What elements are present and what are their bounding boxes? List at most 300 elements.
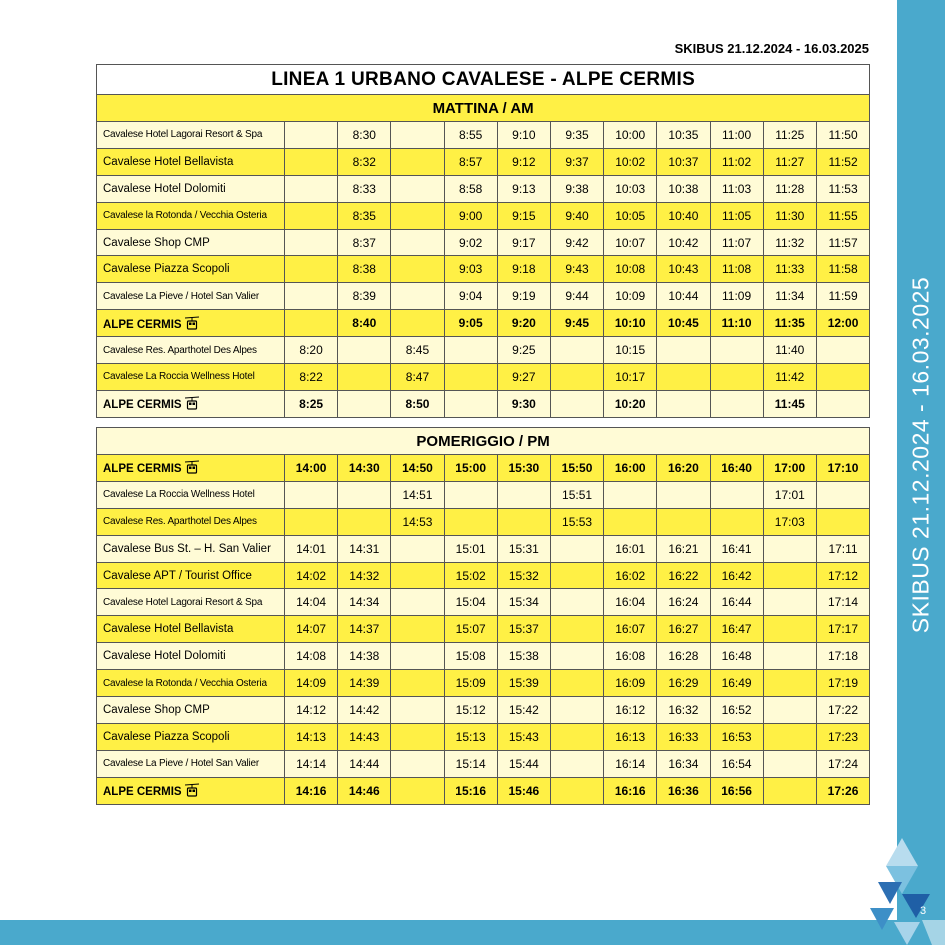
stop-name: Cavalese La Roccia Wellness Hotel	[103, 489, 255, 501]
stop-name-cell	[97, 229, 285, 256]
departure-time-cell	[444, 390, 497, 417]
departure-time-cell: 15:02	[444, 562, 497, 589]
departure-time-cell: 16:41	[710, 535, 763, 562]
table-row	[97, 256, 870, 283]
departure-time-cell: 17:17	[816, 616, 869, 643]
stop-name: Cavalese APT / Tourist Office	[103, 569, 252, 582]
departure-time-cell: 16:56	[710, 777, 763, 804]
table-row	[97, 670, 870, 697]
departure-time-cell	[285, 202, 338, 229]
stop-name-cell	[97, 175, 285, 202]
departure-time-cell: 9:18	[497, 256, 550, 283]
departure-time-cell	[391, 256, 444, 283]
departure-time-cell: 15:08	[444, 643, 497, 670]
departure-time-cell: 11:55	[816, 202, 869, 229]
afternoon-section-label: POMERIGGIO / PM	[97, 428, 870, 455]
stop-name: Cavalese Hotel Lagorai Resort & Spa	[103, 129, 263, 141]
departure-time-cell: 15:00	[444, 455, 497, 482]
departure-time-cell: 14:50	[391, 455, 444, 482]
departure-time-cell: 17:00	[763, 455, 816, 482]
departure-time-cell	[550, 723, 603, 750]
departure-time-cell: 11:09	[710, 283, 763, 310]
departure-time-cell: 12:00	[816, 310, 869, 337]
departure-time-cell	[816, 337, 869, 364]
stop-name: Cavalese Hotel Bellavista	[103, 623, 234, 636]
stop-name: Cavalese La Roccia Wellness Hotel	[103, 371, 255, 383]
departure-time-cell: 8:32	[338, 148, 391, 175]
departure-time-cell	[657, 481, 710, 508]
departure-time-cell: 8:38	[338, 256, 391, 283]
departure-time-cell: 16:16	[604, 777, 657, 804]
departure-time-cell	[391, 670, 444, 697]
cable-car-icon	[185, 783, 199, 797]
stop-name: Cavalese La Pieve / Hotel San Valier	[103, 758, 260, 770]
departure-time-cell: 8:30	[338, 122, 391, 149]
departure-time-cell: 16:53	[710, 723, 763, 750]
departure-time-cell: 9:27	[497, 364, 550, 391]
departure-time-cell: 14:07	[285, 616, 338, 643]
departure-time-cell: 17:14	[816, 589, 869, 616]
departure-time-cell	[763, 750, 816, 777]
departure-time-cell: 16:48	[710, 643, 763, 670]
afternoon-timetable	[96, 427, 870, 805]
departure-time-cell: 15:51	[550, 481, 603, 508]
departure-time-cell: 9:00	[444, 202, 497, 229]
departure-time-cell: 14:39	[338, 670, 391, 697]
departure-time-cell	[497, 508, 550, 535]
departure-time-cell	[550, 643, 603, 670]
departure-time-cell: 15:01	[444, 535, 497, 562]
departure-time-cell: 11:58	[816, 256, 869, 283]
morning-timetable	[96, 64, 870, 418]
departure-time-cell: 15:16	[444, 777, 497, 804]
departure-time-cell: 17:26	[816, 777, 869, 804]
departure-time-cell: 10:35	[657, 122, 710, 149]
departure-time-cell: 8:45	[391, 337, 444, 364]
departure-time-cell: 14:02	[285, 562, 338, 589]
stop-name: Cavalese Hotel Bellavista	[103, 155, 234, 168]
departure-time-cell: 15:53	[550, 508, 603, 535]
stop-name-cell	[97, 670, 285, 697]
departure-time-cell	[550, 337, 603, 364]
table-row	[97, 455, 870, 482]
departure-time-cell: 11:10	[710, 310, 763, 337]
departure-time-cell: 16:08	[604, 643, 657, 670]
departure-time-cell: 10:08	[604, 256, 657, 283]
stop-name-cell	[97, 508, 285, 535]
departure-time-cell	[338, 364, 391, 391]
departure-time-cell	[391, 283, 444, 310]
departure-time-cell	[816, 364, 869, 391]
departure-time-cell	[444, 481, 497, 508]
stop-name-cell	[97, 643, 285, 670]
cable-car-icon	[185, 396, 199, 410]
table-row	[97, 481, 870, 508]
departure-time-cell: 8:40	[338, 310, 391, 337]
departure-time-cell: 16:34	[657, 750, 710, 777]
departure-time-cell	[710, 508, 763, 535]
departure-time-cell: 16:47	[710, 616, 763, 643]
departure-time-cell: 14:32	[338, 562, 391, 589]
departure-time-cell: 10:02	[604, 148, 657, 175]
table-row	[97, 390, 870, 417]
departure-time-cell	[710, 481, 763, 508]
departure-time-cell	[285, 256, 338, 283]
departure-time-cell: 9:35	[550, 122, 603, 149]
departure-time-cell: 17:03	[763, 508, 816, 535]
departure-time-cell	[444, 508, 497, 535]
departure-time-cell: 10:20	[604, 390, 657, 417]
departure-time-cell	[710, 390, 763, 417]
departure-time-cell: 9:44	[550, 283, 603, 310]
departure-time-cell	[391, 777, 444, 804]
stop-name-cell	[97, 202, 285, 229]
table-row	[97, 202, 870, 229]
departure-time-cell: 15:13	[444, 723, 497, 750]
departure-time-cell: 10:00	[604, 122, 657, 149]
departure-time-cell	[550, 670, 603, 697]
departure-time-cell: 9:02	[444, 229, 497, 256]
departure-time-cell: 10:37	[657, 148, 710, 175]
table-row	[97, 310, 870, 337]
departure-time-cell	[710, 364, 763, 391]
stop-name: ALPE CERMIS	[103, 463, 182, 476]
departure-time-cell	[657, 364, 710, 391]
stop-name-cell	[97, 148, 285, 175]
departure-time-cell: 8:22	[285, 364, 338, 391]
departure-time-cell: 10:42	[657, 229, 710, 256]
departure-time-cell: 11:32	[763, 229, 816, 256]
departure-time-cell: 14:44	[338, 750, 391, 777]
departure-time-cell	[285, 175, 338, 202]
departure-time-cell: 15:38	[497, 643, 550, 670]
departure-time-cell: 10:15	[604, 337, 657, 364]
departure-time-cell: 10:05	[604, 202, 657, 229]
departure-time-cell: 14:16	[285, 777, 338, 804]
departure-time-cell	[816, 508, 869, 535]
departure-time-cell: 9:38	[550, 175, 603, 202]
stop-name: ALPE CERMIS	[103, 786, 182, 799]
departure-time-cell: 15:07	[444, 616, 497, 643]
departure-time-cell	[763, 670, 816, 697]
departure-time-cell: 9:15	[497, 202, 550, 229]
table-row	[97, 643, 870, 670]
departure-time-cell: 9:13	[497, 175, 550, 202]
stop-name-cell	[97, 616, 285, 643]
table-row	[97, 562, 870, 589]
departure-time-cell	[763, 697, 816, 724]
departure-time-cell: 16:33	[657, 723, 710, 750]
departure-time-cell: 17:01	[763, 481, 816, 508]
departure-time-cell: 11:03	[710, 175, 763, 202]
line-title: LINEA 1 URBANO CAVALESE - ALPE CERMIS	[97, 65, 870, 95]
departure-time-cell: 16:32	[657, 697, 710, 724]
departure-time-cell: 14:08	[285, 643, 338, 670]
departure-time-cell: 10:40	[657, 202, 710, 229]
departure-time-cell	[657, 390, 710, 417]
table-row	[97, 589, 870, 616]
stop-name: Cavalese la Rotonda / Vecchia Osteria	[103, 210, 267, 222]
stop-name: Cavalese Bus St. – H. San Valier	[103, 542, 271, 555]
departure-time-cell: 11:25	[763, 122, 816, 149]
departure-time-cell	[391, 229, 444, 256]
table-row	[97, 122, 870, 149]
departure-time-cell: 16:52	[710, 697, 763, 724]
stop-name: Cavalese la Rotonda / Vecchia Osteria	[103, 677, 267, 689]
departure-time-cell: 14:12	[285, 697, 338, 724]
departure-time-cell: 17:12	[816, 562, 869, 589]
stop-name-cell	[97, 310, 285, 337]
departure-time-cell: 15:37	[497, 616, 550, 643]
season-header: SKIBUS 21.12.2024 - 16.03.2025	[674, 41, 869, 56]
bottom-band	[0, 920, 945, 945]
departure-time-cell	[763, 589, 816, 616]
departure-time-cell: 9:19	[497, 283, 550, 310]
departure-time-cell	[550, 750, 603, 777]
stop-name: Cavalese Piazza Scopoli	[103, 263, 230, 276]
departure-time-cell: 11:42	[763, 364, 816, 391]
departure-time-cell: 16:00	[604, 455, 657, 482]
departure-time-cell	[338, 337, 391, 364]
table-row	[97, 723, 870, 750]
departure-time-cell: 9:45	[550, 310, 603, 337]
departure-time-cell: 11:08	[710, 256, 763, 283]
departure-time-cell: 11:33	[763, 256, 816, 283]
morning-section-label: MATTINA / AM	[97, 95, 870, 122]
departure-time-cell	[391, 202, 444, 229]
departure-time-cell	[391, 122, 444, 149]
departure-time-cell: 15:43	[497, 723, 550, 750]
departure-time-cell: 16:44	[710, 589, 763, 616]
departure-time-cell: 14:04	[285, 589, 338, 616]
departure-time-cell: 14:53	[391, 508, 444, 535]
table-row	[97, 364, 870, 391]
stop-name-cell	[97, 337, 285, 364]
departure-time-cell	[285, 508, 338, 535]
departure-time-cell: 16:02	[604, 562, 657, 589]
departure-time-cell: 10:38	[657, 175, 710, 202]
departure-time-cell: 15:14	[444, 750, 497, 777]
departure-time-cell: 16:14	[604, 750, 657, 777]
departure-time-cell: 15:46	[497, 777, 550, 804]
stop-name: Cavalese Piazza Scopoli	[103, 730, 230, 743]
departure-time-cell	[550, 535, 603, 562]
departure-time-cell: 16:42	[710, 562, 763, 589]
cable-car-icon	[185, 460, 199, 474]
table-row	[97, 508, 870, 535]
departure-time-cell: 10:09	[604, 283, 657, 310]
departure-time-cell: 15:30	[497, 455, 550, 482]
departure-time-cell: 11:27	[763, 148, 816, 175]
departure-time-cell: 15:39	[497, 670, 550, 697]
departure-time-cell: 15:31	[497, 535, 550, 562]
departure-time-cell: 8:20	[285, 337, 338, 364]
departure-time-cell: 9:43	[550, 256, 603, 283]
departure-time-cell: 16:12	[604, 697, 657, 724]
departure-time-cell: 10:07	[604, 229, 657, 256]
stop-name: Cavalese Hotel Lagorai Resort & Spa	[103, 596, 263, 608]
stop-name-cell	[97, 283, 285, 310]
departure-time-cell: 8:35	[338, 202, 391, 229]
departure-time-cell	[338, 390, 391, 417]
departure-time-cell	[338, 508, 391, 535]
departure-time-cell	[338, 481, 391, 508]
departure-time-cell	[763, 562, 816, 589]
departure-time-cell: 16:27	[657, 616, 710, 643]
table-row	[97, 337, 870, 364]
departure-time-cell: 15:34	[497, 589, 550, 616]
departure-time-cell: 15:50	[550, 455, 603, 482]
departure-time-cell: 9:42	[550, 229, 603, 256]
stop-name: Cavalese Hotel Dolomiti	[103, 182, 226, 195]
departure-time-cell	[285, 481, 338, 508]
departure-time-cell	[391, 148, 444, 175]
stop-name-cell	[97, 777, 285, 804]
departure-time-cell	[444, 337, 497, 364]
departure-time-cell: 8:33	[338, 175, 391, 202]
departure-time-cell: 15:04	[444, 589, 497, 616]
table-row	[97, 777, 870, 804]
departure-time-cell: 16:01	[604, 535, 657, 562]
departure-time-cell: 16:07	[604, 616, 657, 643]
table-row	[97, 148, 870, 175]
stop-name-cell	[97, 390, 285, 417]
sidebar-season-text: SKIBUS 21.12.2024 - 16.03.2025	[907, 276, 934, 634]
departure-time-cell: 17:23	[816, 723, 869, 750]
departure-time-cell	[391, 589, 444, 616]
departure-time-cell	[657, 508, 710, 535]
departure-time-cell	[550, 616, 603, 643]
departure-time-cell: 9:04	[444, 283, 497, 310]
stop-name: ALPE CERMIS	[103, 399, 182, 412]
departure-time-cell: 16:29	[657, 670, 710, 697]
departure-time-cell: 15:32	[497, 562, 550, 589]
departure-time-cell: 9:17	[497, 229, 550, 256]
departure-time-cell	[497, 481, 550, 508]
departure-time-cell: 9:25	[497, 337, 550, 364]
departure-time-cell	[604, 508, 657, 535]
departure-time-cell	[763, 777, 816, 804]
table-row	[97, 175, 870, 202]
departure-time-cell: 11:57	[816, 229, 869, 256]
departure-time-cell: 17:18	[816, 643, 869, 670]
stop-name-cell	[97, 364, 285, 391]
stop-name-cell	[97, 589, 285, 616]
table-row	[97, 616, 870, 643]
departure-time-cell: 9:10	[497, 122, 550, 149]
departure-time-cell: 8:58	[444, 175, 497, 202]
departure-time-cell	[285, 148, 338, 175]
departure-time-cell: 9:40	[550, 202, 603, 229]
departure-time-cell	[391, 175, 444, 202]
departure-time-cell: 11:50	[816, 122, 869, 149]
departure-time-cell: 16:13	[604, 723, 657, 750]
stop-name-cell	[97, 562, 285, 589]
departure-time-cell: 10:17	[604, 364, 657, 391]
departure-time-cell: 17:22	[816, 697, 869, 724]
departure-time-cell: 16:24	[657, 589, 710, 616]
departure-time-cell	[391, 616, 444, 643]
departure-time-cell: 15:42	[497, 697, 550, 724]
departure-time-cell: 9:05	[444, 310, 497, 337]
departure-time-cell	[657, 337, 710, 364]
departure-time-cell: 11:02	[710, 148, 763, 175]
departure-time-cell: 16:04	[604, 589, 657, 616]
departure-time-cell	[391, 697, 444, 724]
departure-time-cell: 11:28	[763, 175, 816, 202]
departure-time-cell	[444, 364, 497, 391]
departure-time-cell	[285, 122, 338, 149]
departure-time-cell: 9:03	[444, 256, 497, 283]
departure-time-cell: 14:43	[338, 723, 391, 750]
stop-name-cell	[97, 535, 285, 562]
departure-time-cell: 10:03	[604, 175, 657, 202]
stop-name: Cavalese Res. Aparthotel Des Alpes	[103, 344, 257, 356]
departure-time-cell: 11:07	[710, 229, 763, 256]
departure-time-cell: 9:37	[550, 148, 603, 175]
departure-time-cell: 8:50	[391, 390, 444, 417]
departure-time-cell: 11:30	[763, 202, 816, 229]
table-row	[97, 535, 870, 562]
departure-time-cell: 17:11	[816, 535, 869, 562]
departure-time-cell: 8:57	[444, 148, 497, 175]
departure-time-cell: 14:14	[285, 750, 338, 777]
departure-time-cell: 14:34	[338, 589, 391, 616]
departure-time-cell: 8:39	[338, 283, 391, 310]
departure-time-cell: 14:31	[338, 535, 391, 562]
departure-time-cell: 15:09	[444, 670, 497, 697]
departure-time-cell: 11:45	[763, 390, 816, 417]
departure-time-cell: 16:20	[657, 455, 710, 482]
departure-time-cell	[550, 390, 603, 417]
departure-time-cell: 16:09	[604, 670, 657, 697]
departure-time-cell: 14:30	[338, 455, 391, 482]
departure-time-cell: 14:01	[285, 535, 338, 562]
departure-time-cell: 14:00	[285, 455, 338, 482]
departure-time-cell: 9:20	[497, 310, 550, 337]
departure-time-cell	[763, 535, 816, 562]
departure-time-cell: 15:12	[444, 697, 497, 724]
departure-time-cell: 8:25	[285, 390, 338, 417]
departure-time-cell	[604, 481, 657, 508]
departure-time-cell: 11:40	[763, 337, 816, 364]
departure-time-cell: 16:49	[710, 670, 763, 697]
departure-time-cell: 14:13	[285, 723, 338, 750]
departure-time-cell: 10:10	[604, 310, 657, 337]
departure-time-cell	[816, 481, 869, 508]
stop-name: Cavalese Shop CMP	[103, 236, 210, 249]
departure-time-cell: 15:44	[497, 750, 550, 777]
departure-time-cell: 10:45	[657, 310, 710, 337]
departure-time-cell: 17:19	[816, 670, 869, 697]
stop-name: ALPE CERMIS	[103, 318, 182, 331]
departure-time-cell	[550, 562, 603, 589]
departure-time-cell: 11:53	[816, 175, 869, 202]
triangle-decoration	[860, 830, 945, 945]
departure-time-cell: 17:10	[816, 455, 869, 482]
departure-time-cell: 16:28	[657, 643, 710, 670]
departure-time-cell: 8:47	[391, 364, 444, 391]
departure-time-cell	[763, 723, 816, 750]
departure-time-cell	[550, 589, 603, 616]
page-number: 3	[919, 905, 927, 917]
stop-name: Cavalese Res. Aparthotel Des Alpes	[103, 516, 257, 528]
stop-name: Cavalese Hotel Dolomiti	[103, 650, 226, 663]
departure-time-cell	[710, 337, 763, 364]
departure-time-cell	[391, 310, 444, 337]
departure-time-cell: 11:35	[763, 310, 816, 337]
departure-time-cell	[391, 535, 444, 562]
